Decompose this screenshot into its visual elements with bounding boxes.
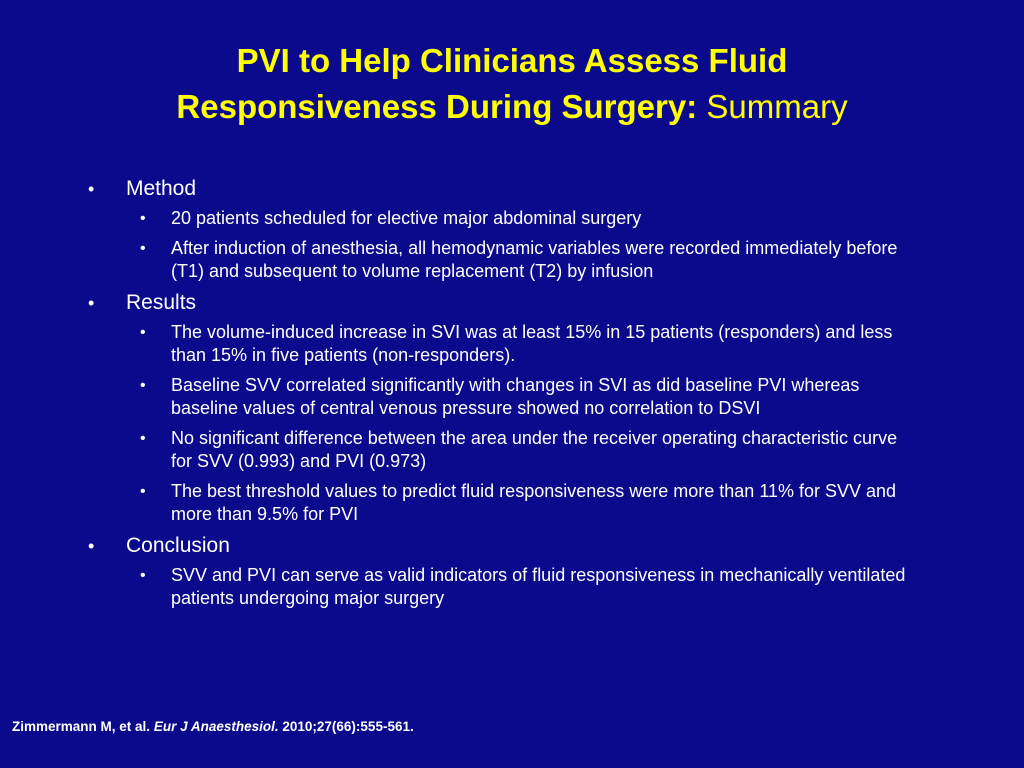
list-item-text: After induction of anesthesia, all hemodynamic variables were recorded immediately before (T1) and subsequent to volume replacement (T2) by infusion bbox=[171, 238, 898, 281]
list-item bbox=[88, 374, 916, 420]
list-item-text: 20 patients scheduled for elective major abdominal surgery bbox=[171, 208, 642, 228]
title-line-2 bbox=[60, 84, 964, 130]
section-method bbox=[88, 176, 928, 202]
section-results bbox=[88, 290, 928, 316]
bullet-content bbox=[88, 176, 928, 617]
bullet-icon: • bbox=[140, 567, 146, 584]
list-item bbox=[88, 564, 916, 610]
list-item-text: The best threshold values to predict fluid responsiveness were more than 11% for SVV and more than 9.5% for PVI bbox=[171, 481, 897, 524]
section-conclusion bbox=[88, 533, 928, 559]
bullet-icon: • bbox=[88, 536, 95, 556]
results-items bbox=[88, 321, 928, 526]
method-items bbox=[88, 207, 928, 283]
title-line-1: PVI to Help Clinicians Assess Fluid bbox=[236, 42, 788, 79]
bullet-icon: • bbox=[88, 179, 95, 199]
list-item-text: Baseline SVV correlated significantly with changes in SVI as did baseline PVI whereas baseline values of central venous pressure showed no correlation to DSVI bbox=[171, 375, 860, 418]
list-item bbox=[88, 207, 916, 230]
list-item-text: SVV and PVI can serve as valid indicators of fluid responsiveness in mechanically ventilated patients undergoing major surgery bbox=[171, 565, 906, 608]
citation-authors: Zimmermann M, et al. bbox=[12, 719, 151, 734]
bullet-icon: • bbox=[140, 324, 146, 341]
section-heading: Method bbox=[126, 177, 197, 200]
citation-journal: Eur J Anaesthesiol. bbox=[153, 719, 279, 734]
bullet-icon: • bbox=[140, 483, 146, 500]
list-item bbox=[88, 480, 916, 526]
list-item-text: The volume-induced increase in SVI was at least 15% in 15 patients (responders) and less than 15% in five patients (non-responders). bbox=[171, 322, 893, 365]
bullet-icon: • bbox=[140, 377, 146, 394]
citation-details: 2010;27(66):555-561. bbox=[282, 719, 414, 734]
bullet-icon: • bbox=[140, 210, 146, 227]
title-line-2-bold: Responsiveness During Surgery: bbox=[176, 88, 698, 125]
section-heading: Results bbox=[126, 291, 197, 314]
section-heading: Conclusion bbox=[126, 534, 230, 557]
citation-footer bbox=[12, 719, 414, 734]
list-item bbox=[88, 237, 916, 283]
bullet-icon: • bbox=[88, 293, 95, 313]
title-line-2-normal: Summary bbox=[706, 88, 848, 125]
conclusion-items bbox=[88, 564, 928, 610]
slide-title bbox=[60, 38, 964, 130]
list-item-text: No significant difference between the area under the receiver operating characteristic curve for SVV (0.993) and PVI (0.973) bbox=[171, 428, 898, 471]
list-item bbox=[88, 427, 916, 473]
bullet-icon: • bbox=[140, 430, 146, 447]
bullet-icon: • bbox=[140, 240, 146, 257]
list-item bbox=[88, 321, 916, 367]
